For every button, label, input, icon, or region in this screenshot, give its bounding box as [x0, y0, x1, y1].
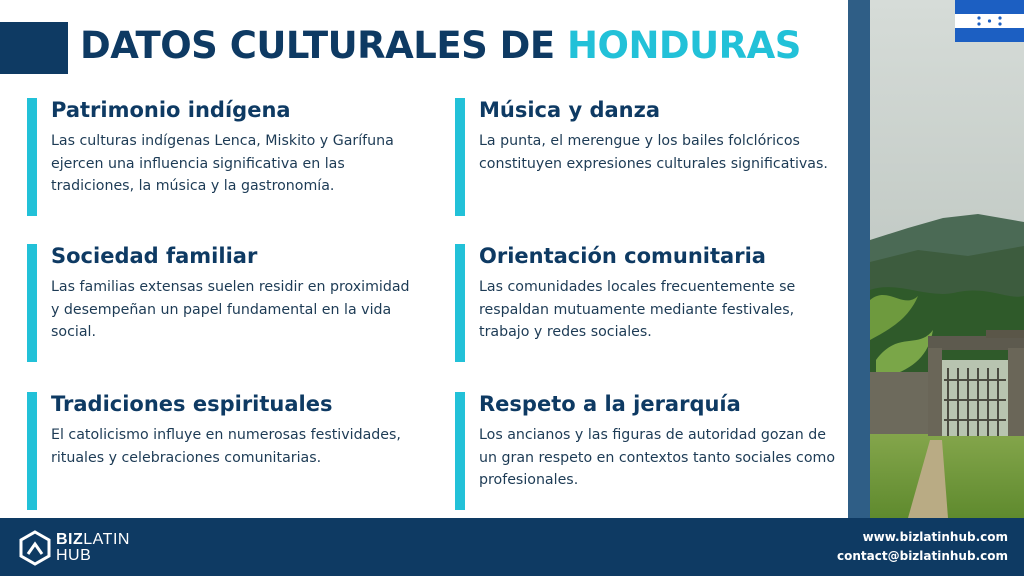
logo-wordmark [56, 532, 130, 564]
email-link[interactable]: contact@bizlatinhub.com [837, 549, 1008, 563]
card-body: Los ancianos y las figuras de autoridad gozan de un gran respeto en contextos tanto sociales como profesionales. [479, 427, 836, 488]
card-accent-bar [27, 392, 37, 510]
bizlatinhub-logo-icon [18, 530, 52, 566]
card-title: Tradiciones espirituales [51, 392, 333, 416]
title-accent-block [0, 22, 68, 74]
card-tradiciones-espirituales [27, 392, 417, 510]
card-title: Sociedad familiar [51, 244, 258, 268]
honduras-flag [955, 0, 1024, 42]
logo-biz: BIZ [56, 531, 84, 548]
card-accent-bar [455, 392, 465, 510]
honduras-flag-icon [955, 0, 1024, 42]
card-body: Las familias extensas suelen residir en proximidad y desempeñan un papel fundamental en la vida social. [51, 279, 410, 340]
footer-contact [837, 528, 1008, 566]
card-musica-y-danza [455, 98, 845, 216]
website-link[interactable]: www.bizlatinhub.com [862, 530, 1008, 544]
card-respeto-jerarquia [455, 392, 845, 510]
logo-hub: HUB [56, 547, 92, 564]
card-accent-bar [27, 244, 37, 362]
card-body: Las culturas indígenas Lenca, Miskito y Garífuna ejercen una influencia significativa en las tradiciones, la música y la gastronomía. [51, 133, 394, 194]
card-orientacion-comunitaria [455, 244, 845, 362]
card-title: Orientación comunitaria [479, 244, 766, 268]
page-title-part2: HONDURAS [567, 24, 801, 67]
card-accent-bar [455, 98, 465, 216]
card-sociedad-familiar [27, 244, 417, 362]
card-accent-bar [455, 244, 465, 362]
page-title-part1: DATOS CULTURALES DE [80, 24, 555, 67]
photo-side-strip [848, 0, 870, 518]
card-body: Las comunidades locales frecuentemente se respaldan mutuamente mediante festivales, trabajo y redes sociales. [479, 279, 796, 340]
bizlatinhub-logo[interactable] [18, 530, 148, 566]
card-title: Respeto a la jerarquía [479, 392, 741, 416]
landscape-illustration [848, 0, 1024, 518]
page-title [80, 24, 801, 67]
landscape-photo [848, 0, 1024, 518]
logo-latin: LATIN [83, 531, 130, 548]
card-patrimonio-indigena [27, 98, 417, 216]
card-body: La punta, el merengue y los bailes folclóricos constituyen expresiones culturales significativas. [479, 133, 828, 172]
card-title: Patrimonio indígena [51, 98, 291, 122]
card-title: Música y danza [479, 98, 661, 122]
card-accent-bar [27, 98, 37, 216]
card-body: El catolicismo influye en numerosas festividades, rituales y celebraciones comunitarias. [51, 427, 401, 466]
